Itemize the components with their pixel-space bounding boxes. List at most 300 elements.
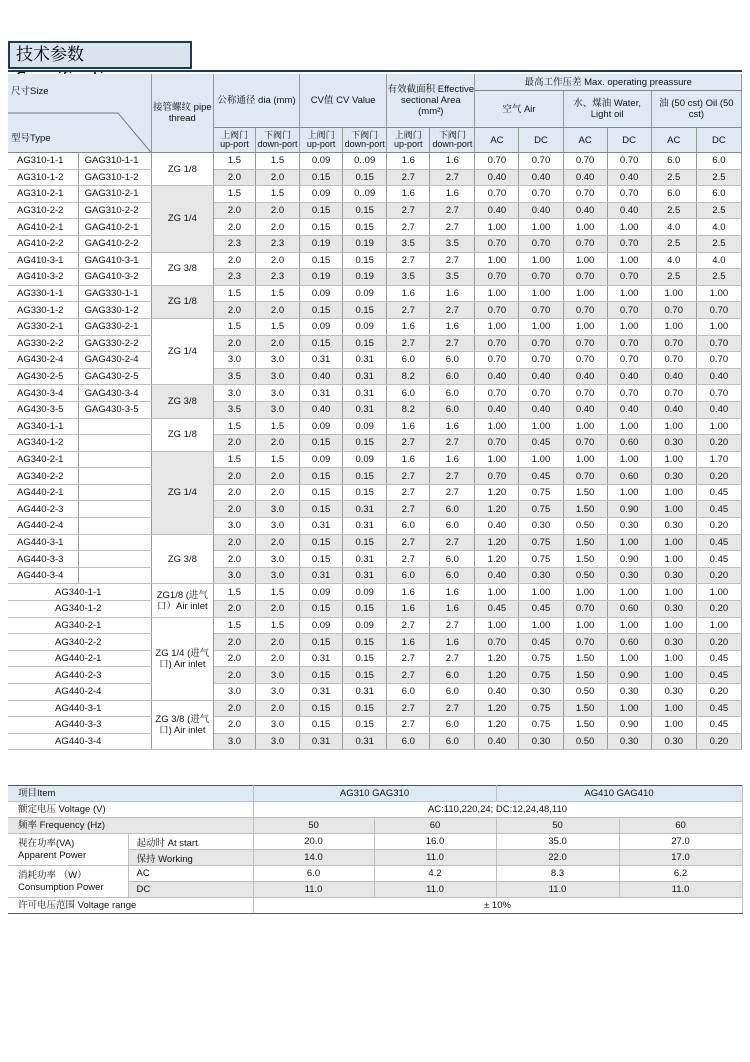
value-cell: 2.5 (651, 235, 696, 252)
value-cell: 6.0 (430, 368, 475, 385)
value-cell: 3.5 (430, 269, 475, 286)
value-cell: 1.20 (475, 667, 519, 684)
value-cell: 2.7 (387, 335, 430, 352)
value-cell: 1.00 (563, 617, 607, 634)
value-cell: 2.0 (255, 484, 299, 501)
value-cell: 0.75 (519, 501, 563, 518)
model-number: AG310-1-2 (8, 169, 78, 186)
value-cell: 1.50 (563, 551, 607, 568)
value-cell: 2.7 (430, 169, 475, 186)
value-cell: 0.70 (563, 235, 607, 252)
value-cell: 3.0 (255, 501, 299, 518)
table-row (8, 634, 742, 651)
value-cell: 1.00 (651, 700, 696, 717)
value-cell: 0.40 (475, 401, 519, 418)
value-cell: 0.70 (563, 269, 607, 286)
value-cell: 1.20 (475, 484, 519, 501)
model-number: AG330-2-2 (8, 335, 78, 352)
value-cell: 1.6 (430, 418, 475, 435)
model-number: AG440-2-4 (8, 684, 151, 701)
value-cell: 6.0 (430, 733, 475, 750)
value-cell: 6.0 (387, 385, 430, 402)
apparent-power-label-en: Apparent Power (18, 849, 87, 861)
value-cell: 0.20 (696, 684, 741, 701)
model-number: AG440-2-3 (8, 501, 78, 518)
value-cell: 8.2 (387, 368, 430, 385)
value-cell: 0.31 (343, 368, 387, 385)
value-cell: 1.6 (430, 584, 475, 601)
value-cell: 0.70 (563, 435, 607, 452)
value-cell: 0.31 (300, 352, 343, 369)
value-cell: 3.0 (255, 567, 299, 584)
oil-ac: AC (651, 128, 696, 153)
value-cell: 1.5 (213, 451, 255, 468)
value-cell: 2.0 (213, 202, 255, 219)
value-cell: 2.7 (387, 551, 430, 568)
value-cell: 0.60 (607, 468, 651, 485)
model-number: AG440-3-1 (8, 534, 78, 551)
value-cell: 1.00 (519, 584, 563, 601)
specification-table (8, 74, 742, 750)
value-cell: 0.90 (607, 551, 651, 568)
value-cell: 2.7 (387, 501, 430, 518)
value-cell: 0.40 (607, 401, 651, 418)
value-cell: 2.5 (651, 269, 696, 286)
table-row (8, 418, 742, 435)
model-number-alt: GAG430-3-4 (78, 385, 151, 402)
value-cell: 0.30 (651, 733, 696, 750)
value-cell: 0.70 (519, 352, 563, 369)
value-cell: 1.00 (519, 252, 563, 269)
value-cell: 0.40 (475, 684, 519, 701)
table-row (8, 551, 742, 568)
value-cell: 1.50 (563, 700, 607, 717)
value-cell: 0.15 (300, 252, 343, 269)
value-cell: 0.40 (607, 202, 651, 219)
value-cell: 0.45 (696, 700, 741, 717)
value-cell: 0.15 (343, 601, 387, 618)
working-label: 保持 Working (128, 850, 253, 866)
value-cell: 0.70 (519, 269, 563, 286)
value-cell: 0.70 (563, 601, 607, 618)
dc-value: 11.0 (253, 882, 374, 898)
value-cell: 0.30 (651, 601, 696, 618)
model-number: AG310-2-2 (8, 202, 78, 219)
value-cell: 0.75 (519, 534, 563, 551)
value-cell: 0.40 (519, 368, 563, 385)
value-cell: 0.75 (519, 650, 563, 667)
table-row (8, 335, 742, 352)
value-cell: 6.0 (430, 518, 475, 535)
pipe-thread-cell: ZG 3/8 (151, 252, 213, 285)
model-number-alt (78, 451, 151, 468)
value-cell: 0.40 (563, 169, 607, 186)
value-cell: 0.70 (696, 352, 741, 369)
air-dc: DC (519, 128, 563, 153)
value-cell: 2.0 (255, 302, 299, 319)
value-cell: 1.5 (255, 153, 299, 170)
value-cell: 3.5 (213, 401, 255, 418)
value-cell: 2.7 (430, 219, 475, 236)
value-cell: 0.15 (300, 484, 343, 501)
value-cell: 2.7 (430, 202, 475, 219)
value-cell: 0.70 (696, 385, 741, 402)
value-cell: 0.70 (607, 186, 651, 203)
value-cell: 2.0 (213, 302, 255, 319)
working-value: 11.0 (374, 850, 496, 866)
value-cell: 1.6 (387, 153, 430, 170)
value-cell: 0.15 (343, 202, 387, 219)
value-cell: 0.70 (607, 269, 651, 286)
value-cell: 0.75 (519, 700, 563, 717)
value-cell: 0.45 (475, 601, 519, 618)
value-cell: 0.70 (563, 335, 607, 352)
model-number: AG340-1-2 (8, 601, 151, 618)
value-cell: 0.15 (300, 169, 343, 186)
model-number-alt: GAG410-3-1 (78, 252, 151, 269)
value-cell: 0.15 (343, 302, 387, 319)
value-cell: 6.0 (387, 567, 430, 584)
value-cell: 1.5 (255, 451, 299, 468)
value-cell: 2.0 (255, 435, 299, 452)
value-cell: 1.00 (607, 650, 651, 667)
table-row (8, 717, 742, 734)
value-cell: 2.7 (387, 717, 430, 734)
item-label: 项目Item (8, 786, 253, 802)
value-cell: 0.40 (475, 733, 519, 750)
cv-header: CV值 CV Value (300, 74, 387, 128)
value-cell: 2.7 (430, 650, 475, 667)
value-cell: 0.09 (300, 617, 343, 634)
value-cell: 0.15 (300, 634, 343, 651)
table-row (8, 368, 742, 385)
value-cell: 1.00 (475, 418, 519, 435)
ac-label: AC (128, 866, 253, 882)
oil-dc: DC (696, 128, 741, 153)
table-row (8, 518, 742, 535)
value-cell: 2.7 (387, 534, 430, 551)
value-cell: 6.0 (430, 352, 475, 369)
value-cell: 2.0 (213, 468, 255, 485)
value-cell: 1.50 (563, 534, 607, 551)
value-cell: 1.5 (213, 584, 255, 601)
value-cell: 6.0 (696, 186, 741, 203)
value-cell: 2.0 (213, 169, 255, 186)
model-number-alt (78, 518, 151, 535)
value-cell: 0.15 (300, 700, 343, 717)
value-cell: 1.00 (607, 534, 651, 551)
model-number: AG340-2-1 (8, 617, 151, 634)
value-cell: 1.00 (607, 252, 651, 269)
model-number: AG430-3-4 (8, 385, 78, 402)
model-number-alt: GAG330-2-1 (78, 318, 151, 335)
table-row (8, 667, 742, 684)
value-cell: 6.0 (430, 385, 475, 402)
value-cell: 1.00 (475, 584, 519, 601)
value-cell: 0.20 (696, 435, 741, 452)
start-value: 20.0 (253, 834, 374, 850)
value-cell: 8.2 (387, 401, 430, 418)
value-cell: 2.0 (255, 202, 299, 219)
pipe-thread-cell: ZG 3/8 (151, 534, 213, 584)
table-row (8, 352, 742, 369)
value-cell: 0.30 (607, 684, 651, 701)
value-cell: 0.20 (696, 518, 741, 535)
table-row (8, 401, 742, 418)
value-cell: 4.0 (696, 219, 741, 236)
value-cell: 0.45 (696, 501, 741, 518)
value-cell: 2.7 (387, 617, 430, 634)
value-cell: 1.00 (607, 484, 651, 501)
value-cell: 0..09 (343, 186, 387, 203)
value-cell: 2.7 (430, 700, 475, 717)
model-number-alt: GAG410-3-2 (78, 269, 151, 286)
value-cell: 0.70 (519, 335, 563, 352)
value-cell: 1.50 (563, 667, 607, 684)
value-cell: 1.5 (255, 285, 299, 302)
value-cell: 6.0 (430, 567, 475, 584)
model-number-alt: GAG310-2-1 (78, 186, 151, 203)
value-cell: 0.70 (607, 335, 651, 352)
value-cell: 0.15 (300, 302, 343, 319)
value-cell: 1.00 (651, 617, 696, 634)
value-cell: 4.0 (651, 252, 696, 269)
value-cell: 2.7 (387, 202, 430, 219)
value-cell: 1.5 (255, 186, 299, 203)
value-cell: 0.19 (300, 269, 343, 286)
value-cell: 0.15 (300, 501, 343, 518)
value-cell: 1.00 (475, 617, 519, 634)
value-cell: 1.5 (255, 617, 299, 634)
value-cell: 0.40 (519, 169, 563, 186)
value-cell: 3.0 (255, 551, 299, 568)
value-cell: 1.00 (651, 717, 696, 734)
value-cell: 0.70 (651, 302, 696, 319)
value-cell: 0.30 (607, 518, 651, 535)
value-cell: 0.40 (563, 401, 607, 418)
value-cell: 1.00 (607, 418, 651, 435)
value-cell: 1.00 (475, 318, 519, 335)
value-cell: 0.20 (696, 468, 741, 485)
value-cell: 1.50 (563, 501, 607, 518)
value-cell: 0.15 (343, 717, 387, 734)
value-cell: 0.70 (475, 153, 519, 170)
value-cell: 3.5 (387, 269, 430, 286)
value-cell: 0.70 (651, 352, 696, 369)
value-cell: 2.0 (255, 468, 299, 485)
value-cell: 1.00 (651, 534, 696, 551)
value-cell: 0.30 (651, 518, 696, 535)
value-cell: 3.0 (255, 385, 299, 402)
water-dc: DC (607, 128, 651, 153)
model-number-alt: GAG430-2-4 (78, 352, 151, 369)
frequency-value: 60 (619, 818, 742, 834)
model-number: AG440-2-3 (8, 667, 151, 684)
value-cell: 2.0 (213, 335, 255, 352)
value-cell: 2.5 (696, 269, 741, 286)
table-row (8, 584, 742, 601)
value-cell: 0.30 (519, 733, 563, 750)
value-cell: 0.15 (343, 468, 387, 485)
model-number: AG330-1-1 (8, 285, 78, 302)
value-cell: 0.70 (563, 186, 607, 203)
pipe-thread-cell: ZG 3/8 (151, 385, 213, 418)
value-cell: 1.00 (696, 418, 741, 435)
value-cell: 0.15 (300, 551, 343, 568)
value-cell: 0.30 (607, 567, 651, 584)
value-cell: 0.60 (607, 634, 651, 651)
value-cell: 2.0 (213, 717, 255, 734)
value-cell: 1.5 (213, 153, 255, 170)
pipe-thread-cell: ZG1/8 (进气口）Air inlet (151, 584, 213, 617)
model-number-alt (78, 501, 151, 518)
value-cell: 0.15 (300, 468, 343, 485)
value-cell: 0.70 (607, 235, 651, 252)
value-cell: 0.70 (607, 153, 651, 170)
table-row (8, 484, 742, 501)
value-cell: 0.09 (343, 617, 387, 634)
value-cell: 0.31 (300, 567, 343, 584)
value-cell: 3.0 (255, 368, 299, 385)
value-cell: 0.31 (343, 352, 387, 369)
model-number: AG430-2-4 (8, 352, 78, 369)
value-cell: 2.0 (255, 335, 299, 352)
value-cell: 0.70 (519, 235, 563, 252)
value-cell: 0.45 (696, 534, 741, 551)
value-cell: 3.5 (213, 368, 255, 385)
value-cell: 1.00 (563, 285, 607, 302)
value-cell: 1.00 (607, 318, 651, 335)
frequency-label: 频率 Frequency (Hz) (8, 818, 253, 834)
value-cell: 6.0 (430, 501, 475, 518)
area-header: 有效截面积 Effective sectional Area (mm²) (387, 74, 475, 128)
value-cell: 0.15 (343, 219, 387, 236)
value-cell: 3.0 (213, 352, 255, 369)
value-cell: 0.15 (300, 335, 343, 352)
value-cell: 0.70 (475, 352, 519, 369)
value-cell: 0.70 (651, 385, 696, 402)
value-cell: 0.90 (607, 717, 651, 734)
model-number: AG310-1-1 (8, 153, 78, 170)
value-cell: 1.00 (651, 667, 696, 684)
table-row (8, 451, 742, 468)
value-cell: 0.15 (343, 169, 387, 186)
value-cell: 0.75 (519, 667, 563, 684)
value-cell: 2.7 (387, 435, 430, 452)
value-cell: 0.70 (563, 385, 607, 402)
value-cell: 0.15 (343, 534, 387, 551)
value-cell: 4.0 (696, 252, 741, 269)
value-cell: 0.70 (696, 302, 741, 319)
value-cell: 1.00 (696, 318, 741, 335)
value-cell: 0.75 (519, 717, 563, 734)
working-value: 22.0 (496, 850, 619, 866)
model-number: AG340-2-2 (8, 468, 78, 485)
value-cell: 0.45 (696, 717, 741, 734)
value-cell: 0.70 (607, 385, 651, 402)
value-cell: 2.5 (696, 169, 741, 186)
apparent-power-label-cn: 视在功率(VA) (18, 837, 75, 849)
start-value: 35.0 (496, 834, 619, 850)
value-cell: 1.20 (475, 551, 519, 568)
model-number: AG410-2-2 (8, 235, 78, 252)
value-cell: 1.00 (563, 318, 607, 335)
model-b-header: AG410 GAG410 (496, 786, 742, 802)
value-cell: 1.6 (430, 285, 475, 302)
model-number: AG310-2-1 (8, 186, 78, 203)
value-cell: 2.0 (213, 435, 255, 452)
value-cell: 2.0 (213, 700, 255, 717)
table-row (8, 285, 742, 302)
value-cell: 6.0 (651, 186, 696, 203)
value-cell: 2.7 (430, 484, 475, 501)
value-cell: 1.00 (651, 551, 696, 568)
value-cell: 1.20 (475, 650, 519, 667)
value-cell: 0.15 (343, 700, 387, 717)
value-cell: 2.7 (387, 302, 430, 319)
value-cell: 0.31 (343, 733, 387, 750)
model-number: AG340-1-1 (8, 584, 151, 601)
value-cell: 2.0 (213, 252, 255, 269)
value-cell: 3.0 (255, 518, 299, 535)
table-row (8, 252, 742, 269)
value-cell: 0.30 (651, 435, 696, 452)
value-cell: 1.5 (255, 318, 299, 335)
apparent-power-label (8, 834, 128, 866)
value-cell: 0.30 (651, 684, 696, 701)
value-cell: 0.45 (696, 650, 741, 667)
value-cell: 1.20 (475, 501, 519, 518)
value-cell: 0.45 (696, 551, 741, 568)
value-cell: 2.0 (213, 551, 255, 568)
value-cell: 0.30 (651, 634, 696, 651)
model-number: AG440-3-3 (8, 551, 78, 568)
value-cell: 1.00 (519, 318, 563, 335)
value-cell: 0.15 (300, 601, 343, 618)
value-cell: 0.45 (519, 435, 563, 452)
table-row (8, 186, 742, 203)
value-cell: 2.0 (213, 501, 255, 518)
model-number: AG340-1-2 (8, 435, 78, 452)
value-cell: 0.19 (343, 269, 387, 286)
value-cell: 2.5 (651, 202, 696, 219)
value-cell: 1.70 (696, 451, 741, 468)
value-cell: 0.31 (343, 567, 387, 584)
value-cell: 0.20 (696, 634, 741, 651)
value-cell: 0.40 (475, 169, 519, 186)
value-cell: 0.75 (519, 551, 563, 568)
model-number-alt (78, 418, 151, 435)
value-cell: 0.40 (475, 202, 519, 219)
value-cell: 0.50 (563, 518, 607, 535)
value-cell: 0.31 (343, 501, 387, 518)
value-cell: 1.00 (651, 418, 696, 435)
value-cell: 1.00 (563, 584, 607, 601)
model-number-alt: GAG330-1-1 (78, 285, 151, 302)
consumption-label-en: Consumption Power (18, 881, 104, 893)
model-number-alt (78, 567, 151, 584)
value-cell: 2.0 (213, 484, 255, 501)
value-cell: 0.15 (343, 634, 387, 651)
value-cell: 0.70 (519, 385, 563, 402)
value-cell: 2.0 (255, 601, 299, 618)
area-down-port: 下阀门 down-port (430, 128, 475, 153)
value-cell: 3.0 (213, 567, 255, 584)
value-cell: 2.7 (387, 252, 430, 269)
cv-up-port: 上阀门 up-port (300, 128, 343, 153)
value-cell: 0.09 (343, 418, 387, 435)
model-number: AG440-3-4 (8, 567, 78, 584)
